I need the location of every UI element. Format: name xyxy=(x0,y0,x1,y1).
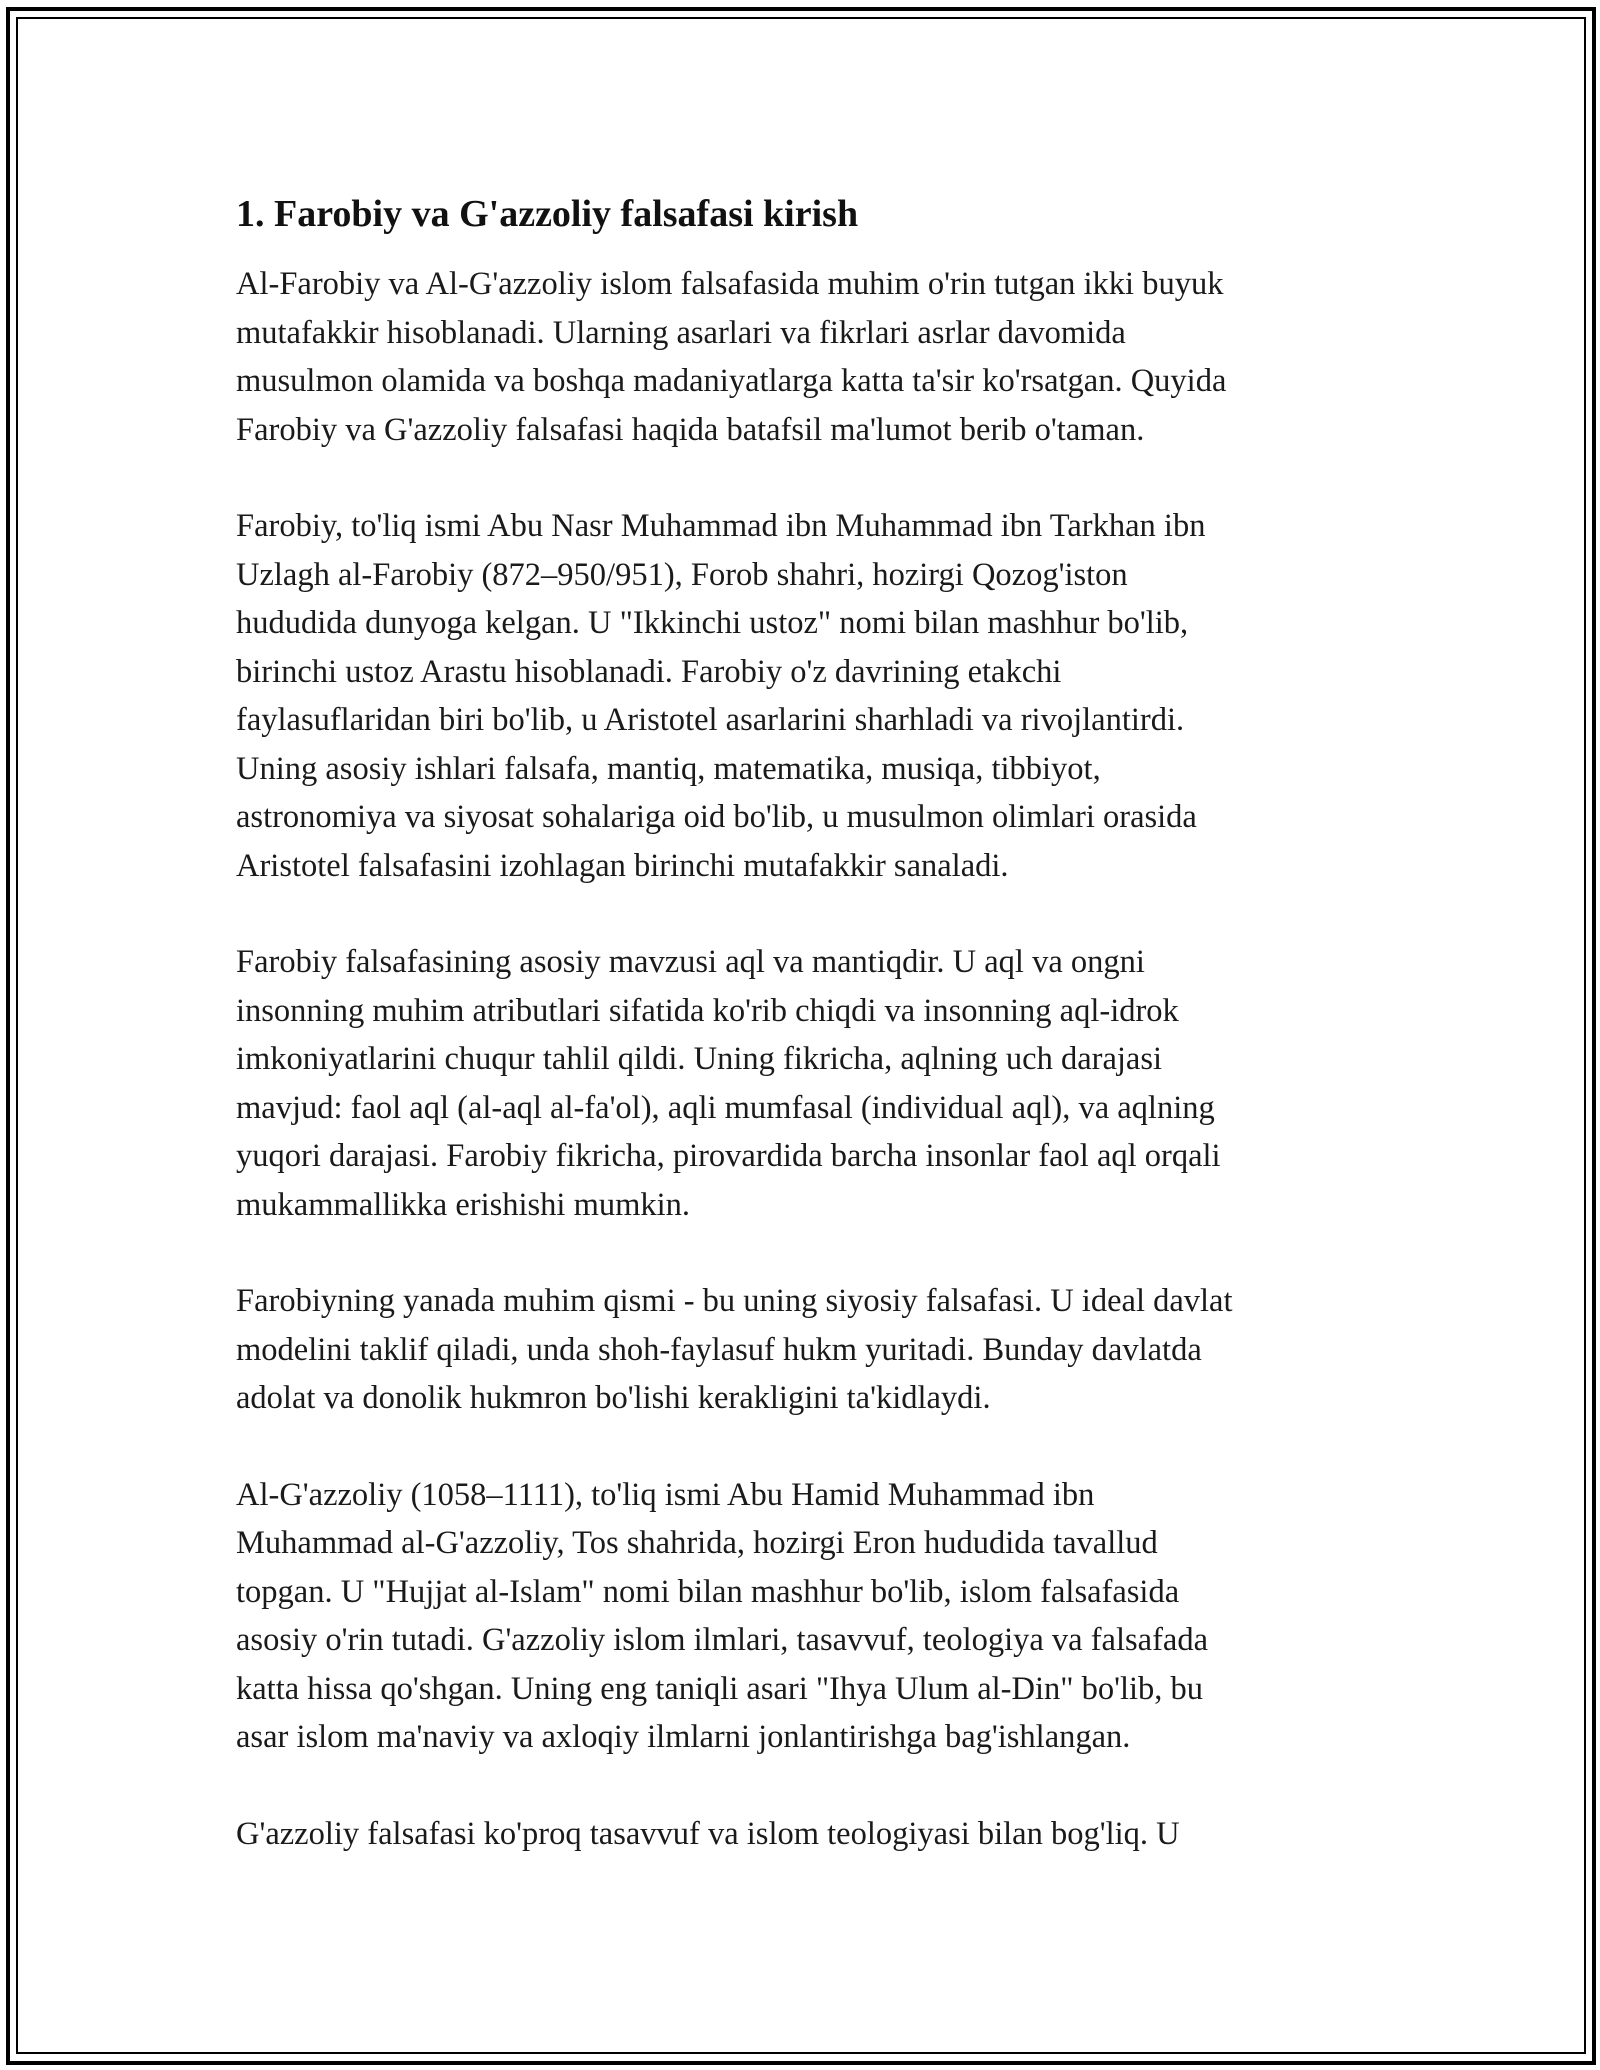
paragraph-gazzoliy-biography: Al-G'azzoliy (1058–1111), to'liq ismi Abu Hamid Muhammad ibn Muhammad al-G'azzoliy, Tos shahrida, hozirgi Eron hududida tavallud topgan. U "Hujjat al-Islam" nomi bilan mashhur bo'lib, islom falsafasida asosiy o'rin tutadi. G'azzoliy islom ilmlari, tasavvuf, teologiya va falsafada katta hissa qo'shgan. Uning eng taniqli asari "Ihya Ulum al-Din" bo'lib, bu asar islom ma'naviy va axloqiy ilmlarni jonlantirishga bag'ishlangan. xyxy=(236,1476,1209,1755)
paragraph-farobiy-intellect: Farobiy falsafasining asosiy mavzusi aql va mantiqdir. U aql va ongni insonning muhim atributlari sifatida ko'rib chiqdi va insonning aql-idrok imkoniyatlarini chuqur tahlil qildi. Uning fikricha, aqlning uch darajasi mavjud: faol aql (al-aql al-fa'ol), aqli mumfasal (individual aql), va aqlning yuqori darajasi. Farobiy fikricha, pirovardida barcha insonlar faol aql orqali mukammallikka erishishi mumkin. xyxy=(236,944,1221,1223)
paragraph-farobiy-politics: Farobiyning yanada muhim qismi - bu uning siyosiy falsafasi. U ideal davlat modelini taklif qiladi, unda shoh-faylasuf hukm yuritadi. Bunday davlatda adolat va donolik hukmron bo'lishi kerakligini ta'kidlaydi. xyxy=(236,1283,1233,1416)
document-body xyxy=(236,188,1366,1858)
section-heading: 1. Farobiy va G'azzoliy falsafasi kirish xyxy=(236,193,859,235)
paragraph-farobiy-biography: Farobiy, to'liq ismi Abu Nasr Muhammad ibn Muhammad ibn Tarkhan ibn Uzlagh al-Farobiy (872–950/951), Forob shahri, hozirgi Qozog'iston hududida dunyoga kelgan. U "Ikkinchi ustoz" nomi bilan mashhur bo'lib, birinchi ustoz Arastu hisoblanadi. Farobiy o'z davrining etakchi faylasuflaridan biri bo'lib, u Aristotel asarlarini sharhladi va rivojlantirdi. Uning asosiy ishlari falsafa, mantiq, matematika, musiqa, tibbiyot, astronomiya va siyosat sohalariga oid bo'lib, u musulmon olimlari orasida Aristotel falsafasini izohlagan birinchi mutafakkir sanaladi. xyxy=(236,508,1206,884)
paragraph-intro: Al-Farobiy va Al-G'azzoliy islom falsafasida muhim o'rin tutgan ikki buyuk mutafakkir hisoblanadi. Ularning asarlari va fikrlari asrlar davomida musulmon olamida va boshqa madaniyatlarga katta ta'sir ko'rsatgan. Quyida Farobiy va G'azzoliy falsafasi haqida batafsil ma'lumot berib o'taman. xyxy=(236,266,1227,448)
paragraph-gazzoliy-philosophy: G'azzoliy falsafasi ko'proq tasavvuf va islom teologiyasi bilan bog'liq. U xyxy=(236,1815,1180,1852)
